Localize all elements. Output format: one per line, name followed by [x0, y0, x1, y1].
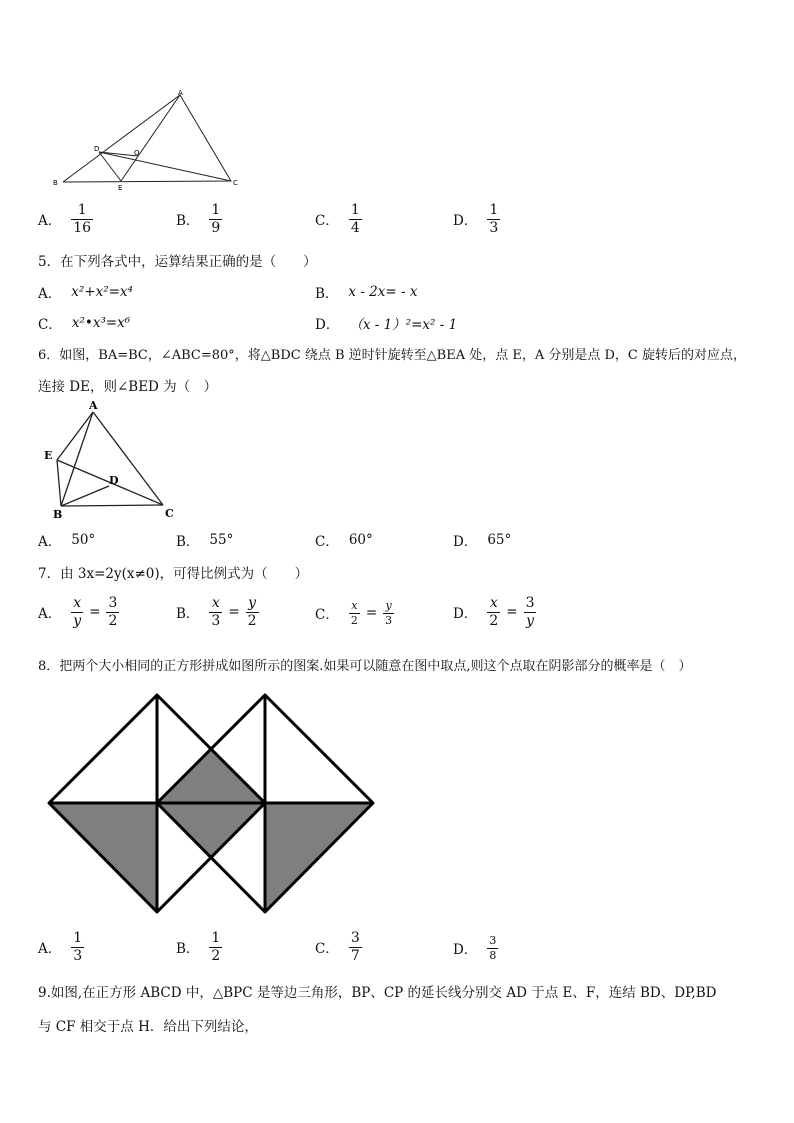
- q4-option-d[interactable]: [453, 203, 500, 235]
- option-label: D．: [453, 534, 478, 550]
- q7-stem: 7．由 3x=2y(x≠0)，可得比例式为（ ）: [38, 566, 309, 582]
- option-label: D．: [315, 317, 340, 333]
- option-label: B．: [176, 213, 200, 230]
- q7-option-d[interactable]: [453, 596, 536, 628]
- segment-dc: [99, 152, 231, 181]
- proportion: $\frac{x}{y}$ = $\frac{3}{2}$: [73, 595, 118, 629]
- q8-option-d[interactable]: [453, 935, 498, 961]
- shaded-regions: [49, 749, 373, 912]
- fraction: $\frac{3}{7}$: [350, 930, 360, 964]
- segment-ae: [57, 412, 93, 460]
- option-label: B．: [315, 286, 339, 302]
- q8-option-c[interactable]: [315, 931, 362, 963]
- label-b: B: [53, 508, 63, 521]
- q4-option-b[interactable]: [176, 203, 222, 235]
- q6-stem-line1: 6．如图，BA=BC，∠ABC=80°，将△BDC 绕点 B 逆时针旋转至△BEA 处，点 E，A 分别是点 D，C 旋转后的对应点，: [38, 348, 747, 363]
- segment-ab: [61, 412, 93, 506]
- q8-option-b[interactable]: [176, 931, 222, 963]
- segment-do: [99, 152, 138, 156]
- option-text: x²+x²=x⁴: [71, 284, 133, 300]
- option-label: B．: [176, 941, 200, 958]
- q6-option-b[interactable]: [176, 530, 233, 550]
- q5-option-d[interactable]: [315, 313, 457, 333]
- q6-stem-line2: 连接 DE，则∠BED 为（ ）: [38, 379, 218, 395]
- option-text: x²•x³=x⁶: [71, 315, 131, 331]
- q8-stem: 8．把两个大小相同的正方形拼成如图所示的图案.如果可以随意在图中取点,则这个点取在阴影部分的概率是（ ）: [38, 659, 692, 674]
- option-label: A．: [38, 941, 62, 958]
- q6-option-d[interactable]: [453, 530, 511, 550]
- option-label: B．: [176, 534, 200, 550]
- q7-option-b[interactable]: [176, 596, 259, 628]
- segment-eb: [57, 460, 61, 506]
- q5-option-c[interactable]: [38, 313, 130, 333]
- q4-triangle-figure: [50, 88, 250, 198]
- segment-ac: [93, 412, 163, 505]
- segment-bc: [61, 505, 163, 506]
- option-label: D．: [453, 213, 478, 230]
- q4-option-c[interactable]: [315, 203, 362, 235]
- option-label: D．: [453, 942, 478, 959]
- fraction: $\frac{1}{4}$: [350, 202, 360, 236]
- option-label: A．: [38, 213, 62, 230]
- label-e: E: [44, 449, 53, 462]
- label-c: C: [233, 179, 238, 187]
- label-c: C: [165, 507, 174, 520]
- q9-stem-line2: 与 CF 相交于点 H．给出下列结论，: [38, 1019, 258, 1035]
- q7-option-a[interactable]: [38, 596, 119, 628]
- q6-option-c[interactable]: [315, 530, 373, 550]
- option-label: C．: [315, 607, 339, 624]
- q5-stem: 5．在下列各式中，运算结果正确的是（ ）: [38, 254, 317, 270]
- label-b: B: [53, 179, 58, 187]
- label-o: O: [134, 149, 140, 157]
- proportion: $\frac{x}{2}$ = $\frac{3}{y}$: [489, 595, 535, 629]
- option-text: 55°: [209, 532, 234, 548]
- label-e: E: [118, 184, 123, 192]
- proportion: $\frac{x}{3}$ = $\frac{y}{2}$: [211, 595, 257, 629]
- q4-option-a[interactable]: [38, 203, 93, 235]
- q7-option-c[interactable]: [315, 600, 394, 626]
- label-d: D: [109, 474, 119, 487]
- fraction: $\frac{1}{16}$: [73, 202, 92, 236]
- label-a: A: [89, 399, 98, 412]
- fraction: $\frac{3}{8}$: [489, 934, 497, 962]
- option-label: C．: [315, 213, 339, 230]
- option-label: B．: [176, 606, 200, 623]
- option-label: C．: [315, 534, 339, 550]
- option-label: C．: [38, 317, 62, 333]
- fraction: $\frac{1}{3}$: [489, 202, 499, 236]
- proportion: $\frac{x}{2}$ = $\frac{y}{3}$: [350, 599, 393, 627]
- option-text: 60°: [348, 532, 373, 548]
- fraction: $\frac{1}{3}$: [73, 930, 83, 964]
- option-label: A．: [38, 534, 62, 550]
- triangle-abc: [63, 95, 231, 182]
- segment-bd: [61, 486, 109, 506]
- option-text: 65°: [487, 532, 512, 548]
- fraction: $\frac{1}{2}$: [211, 930, 221, 964]
- q6-rotation-figure: [40, 396, 180, 522]
- q9-stem-line1: 9.如图,在正方形 ABCD 中，△BPC 是等边三角形，BP、CP 的延长线分别交 AD 于点 E、F，连结 BD、DP,BD: [38, 985, 717, 1001]
- option-text: x - 2x= - x: [348, 284, 418, 300]
- option-label: C．: [315, 941, 339, 958]
- q6-option-a[interactable]: [38, 530, 95, 550]
- label-a: A: [178, 89, 183, 97]
- q5-option-b[interactable]: [315, 282, 417, 302]
- label-d: D: [94, 145, 100, 153]
- fraction: $\frac{1}{9}$: [211, 202, 221, 236]
- q8-option-a[interactable]: [38, 931, 84, 963]
- option-text: 50°: [71, 532, 96, 548]
- q5-option-a[interactable]: [38, 282, 133, 302]
- option-text: （x - 1）²=x² - 1: [349, 317, 458, 333]
- option-label: D．: [453, 606, 478, 623]
- q8-two-squares-figure: [44, 690, 380, 916]
- option-label: A．: [38, 606, 62, 623]
- option-label: A．: [38, 286, 62, 302]
